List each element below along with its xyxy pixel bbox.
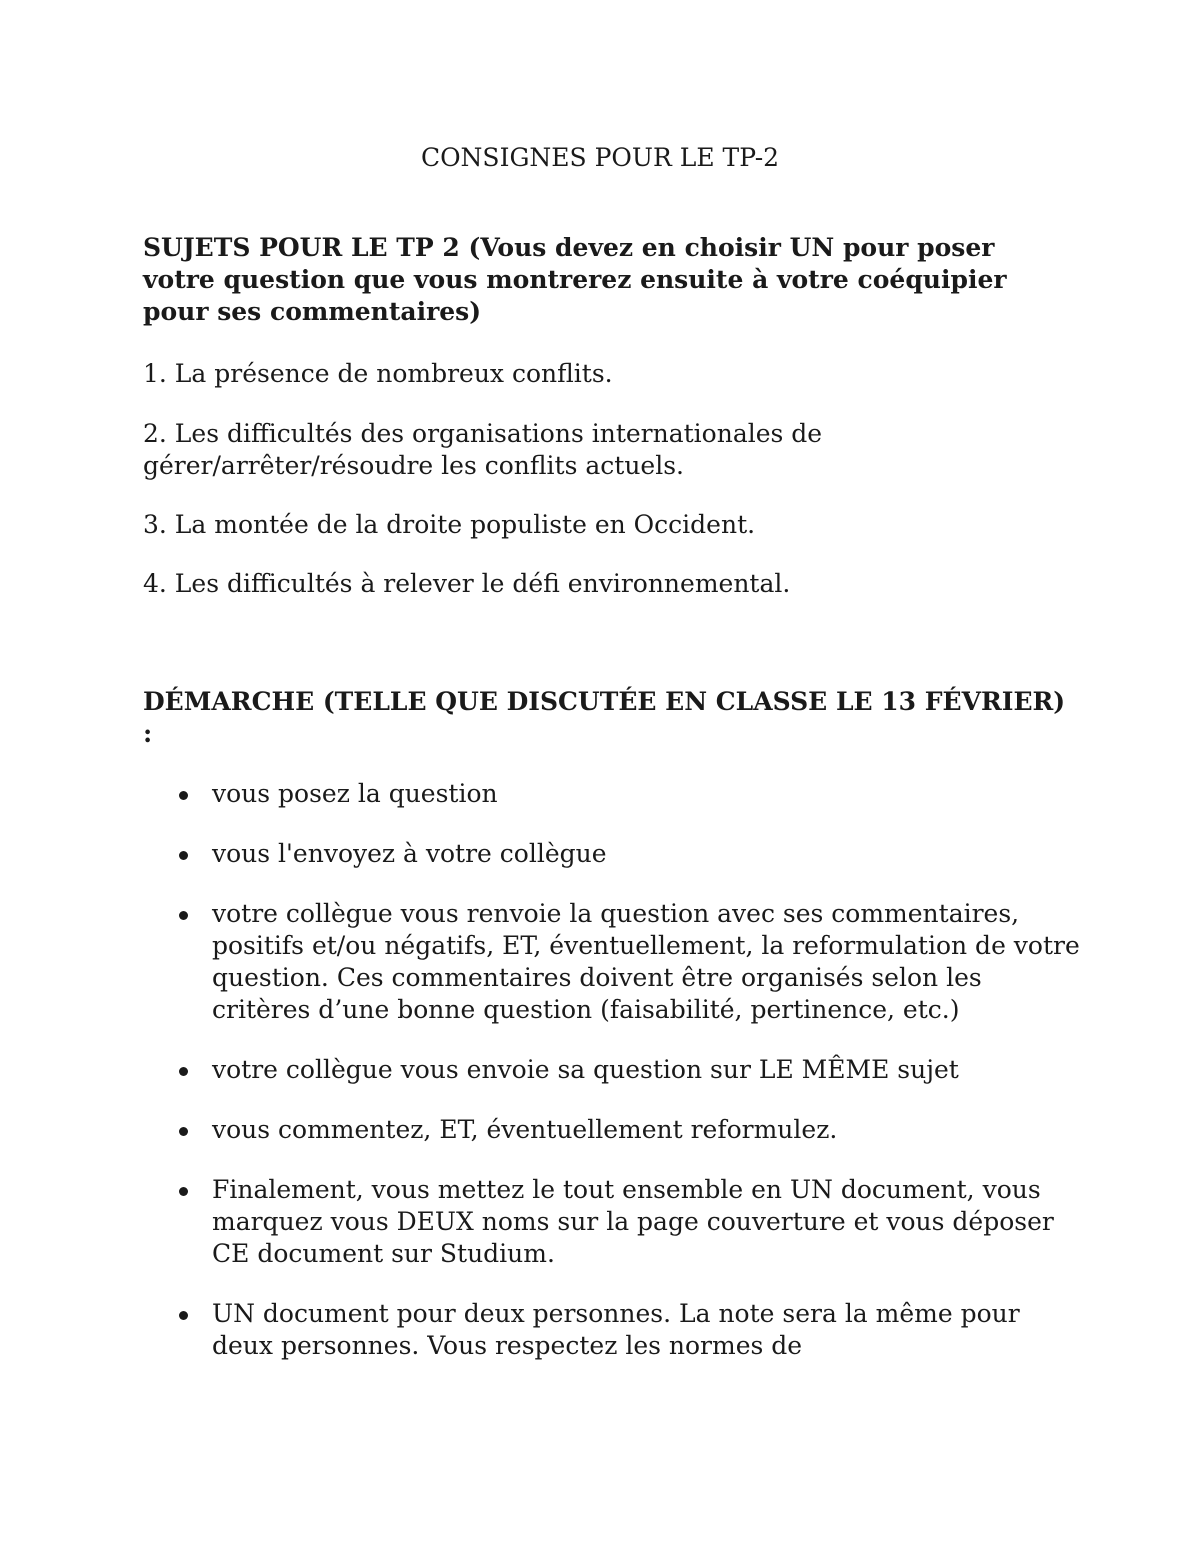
bullet-icon: [179, 1311, 188, 1320]
procedure-step: [143, 1114, 1083, 1146]
bullet-icon: [179, 791, 188, 800]
bullet-icon: [179, 911, 188, 920]
procedure-step-text: vous posez la question: [212, 779, 498, 808]
procedure-step: [143, 1174, 1083, 1270]
subject-item-3: 3. La montée de la droite populiste en Occident.: [143, 510, 756, 539]
bullet-icon: [179, 1067, 188, 1076]
bullet-icon: [179, 1187, 188, 1196]
subject-item-1: 1. La présence de nombreux conflits.: [143, 359, 613, 388]
procedure-step-text: vous l'envoyez à votre collègue: [212, 839, 607, 868]
procedure-heading: DÉMARCHE (TELLE QUE DISCUTÉE EN CLASSE LE 13 FÉVRIER) :: [143, 687, 1066, 748]
subject-item-2: 2. Les difficultés des organisations internationales de gérer/arrêter/résoudre les conflits actuels.: [143, 419, 823, 480]
bullet-icon: [179, 851, 188, 860]
procedure-step: [143, 1298, 1083, 1362]
procedure-list: [143, 778, 1083, 1390]
document-title: CONSIGNES POUR LE TP-2: [420, 143, 780, 172]
procedure-step-text: votre collègue vous envoie sa question sur LE MÊME sujet: [212, 1055, 959, 1084]
subject-item-4: 4. Les difficultés à relever le défi environnemental.: [143, 569, 791, 598]
procedure-step: [143, 778, 1083, 810]
procedure-step-text: UN document pour deux personnes. La note sera la même pour deux personnes. Vous respectez les normes de: [212, 1299, 1020, 1360]
subjects-heading: SUJETS POUR LE TP 2 (Vous devez en choisir UN pour poser votre question que vous montrerez ensuite à votre coéquipier pour ses commentaires): [143, 233, 1007, 326]
procedure-step: [143, 1054, 1083, 1086]
procedure-step: [143, 838, 1083, 870]
bullet-icon: [179, 1127, 188, 1136]
procedure-step-text: Finalement, vous mettez le tout ensemble en UN document, vous marquez vous DEUX noms sur la page couverture et vous déposer CE document sur Studium.: [212, 1175, 1054, 1268]
procedure-step-text: votre collègue vous renvoie la question avec ses commentaires, positifs et/ou négatifs, ET, éventuellement, la reformulation de votre question. Ces commentaires doivent être organisés selon les critères d’une bonne question (faisabilité, pertinence, etc.): [212, 899, 1080, 1024]
procedure-step: [143, 898, 1083, 1026]
procedure-step-text: vous commentez, ET, éventuellement reformulez.: [212, 1115, 838, 1144]
